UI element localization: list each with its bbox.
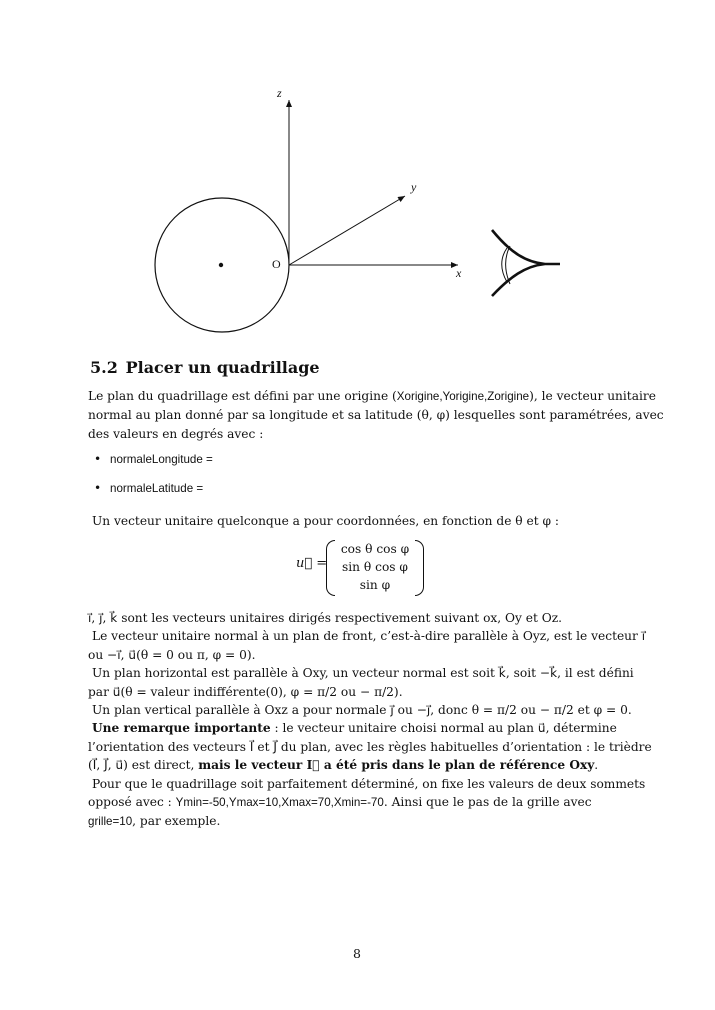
- text-fragment: , par exemple.: [132, 814, 221, 829]
- bullet-dot: •: [94, 481, 102, 495]
- bold-emphasis: mais le vecteur I⃗ a été pris dans le plan de référence Oxy: [198, 758, 595, 773]
- text-line: l’orientation des vecteurs I⃗ et J⃗ du plan, avec les règles habituelles d’orientation : le trièdre: [88, 739, 652, 754]
- paragraph-body: [88, 609, 652, 832]
- section-title: Placer un quadrillage: [125, 358, 320, 377]
- matrix-rows: [338, 540, 412, 594]
- text-line: des valeurs en degrés avec :: [88, 426, 264, 441]
- list-item: [94, 481, 203, 495]
- text-fragment: : le vecteur unitaire choisi normal au plan u⃗, détermine: [270, 721, 617, 736]
- sphere-center-dot: [219, 263, 223, 267]
- paragraph-unit-vector: [92, 512, 648, 530]
- text-fragment: . Ainsi que le pas de la grille avec: [383, 795, 592, 810]
- text-line: normal au plan donné par sa longitude et sa latitude (θ, φ) lesquelles sont paramétrées, avec: [88, 408, 664, 423]
- eye-icon: [492, 230, 560, 296]
- text-line: Un vecteur unitaire quelconque a pour coordonnées, en fonction de θ et φ :: [92, 514, 559, 528]
- text-fragment: opposé avec :: [88, 795, 176, 810]
- text-line: ou −i⃗, u⃗(θ = 0 ou π, φ = 0).: [88, 647, 256, 662]
- text-line: [88, 812, 644, 831]
- left-parenthesis: [326, 540, 335, 596]
- unit-vector-matrix: [296, 540, 426, 594]
- section-heading: [90, 358, 320, 377]
- paragraph-intro: [88, 387, 664, 443]
- right-parenthesis: [415, 540, 424, 596]
- origin-label: O: [272, 257, 281, 271]
- text-line: Un plan horizontal est parallèle à Oxy, un vecteur normal est soit k⃗, soit −k⃗, il est défini: [92, 666, 634, 681]
- text-fragment: .: [594, 758, 599, 773]
- text-line: [88, 719, 644, 737]
- matrix-lhs: u⃗ =: [296, 556, 328, 571]
- text-line: par u⃗(θ = valeur indifférente(0), φ = π/2 ou − π/2).: [88, 684, 403, 699]
- text-fragment: Le plan du quadrillage est défini par une origine (: [88, 389, 397, 403]
- text-line: [88, 387, 656, 406]
- text-line: Le vecteur unitaire normal à un plan de front, c’est-à-dire parallèle à Oyz, est le vecteur i⃗: [92, 629, 646, 644]
- geometry-figure: [0, 0, 715, 345]
- section-number: 5.2: [90, 358, 118, 377]
- matrix-row: sin φ: [359, 578, 391, 592]
- text-line: Un plan vertical parallèle à Oxz a pour normale j⃗ ou −j⃗, donc θ = π/2 ou − π/2 et φ = 0.: [92, 703, 632, 718]
- y-axis: [289, 196, 405, 265]
- code-grille: grille=10: [88, 815, 133, 829]
- text-line: [88, 756, 644, 774]
- list-item: [94, 452, 213, 466]
- bold-remark: Une remarque importante: [92, 721, 271, 736]
- list-item-text: normaleLatitude =: [110, 482, 204, 495]
- code-bounds: Ymin=-50,Ymax=10,Xmax=70,Xmin=-70: [175, 796, 384, 810]
- code-origin: Xorigine,Yorigine,Zorigine: [396, 390, 530, 403]
- list-item-text: normaleLongitude =: [110, 453, 213, 466]
- matrix-row: cos θ cos φ: [340, 542, 410, 556]
- x-axis-label: x: [456, 266, 462, 280]
- text-line: Pour que le quadrillage soit parfaitement déterminé, on fixe les valeurs de deux sommets: [92, 776, 646, 791]
- matrix-row: sin θ cos φ: [342, 560, 408, 574]
- text-fragment: ), le vecteur unitaire: [529, 389, 656, 403]
- bullet-dot: •: [94, 452, 102, 466]
- page-number: 8: [353, 946, 361, 961]
- text-fragment: (I⃗, J⃗, u⃗) est direct,: [88, 758, 199, 773]
- text-line: [88, 793, 644, 812]
- text-line: i⃗, j⃗, k⃗ sont les vecteurs unitaires dirigés respectivement suivant ox, Oy et Oz.: [88, 611, 563, 625]
- z-axis-label: z: [277, 86, 282, 100]
- y-axis-label: y: [411, 180, 417, 194]
